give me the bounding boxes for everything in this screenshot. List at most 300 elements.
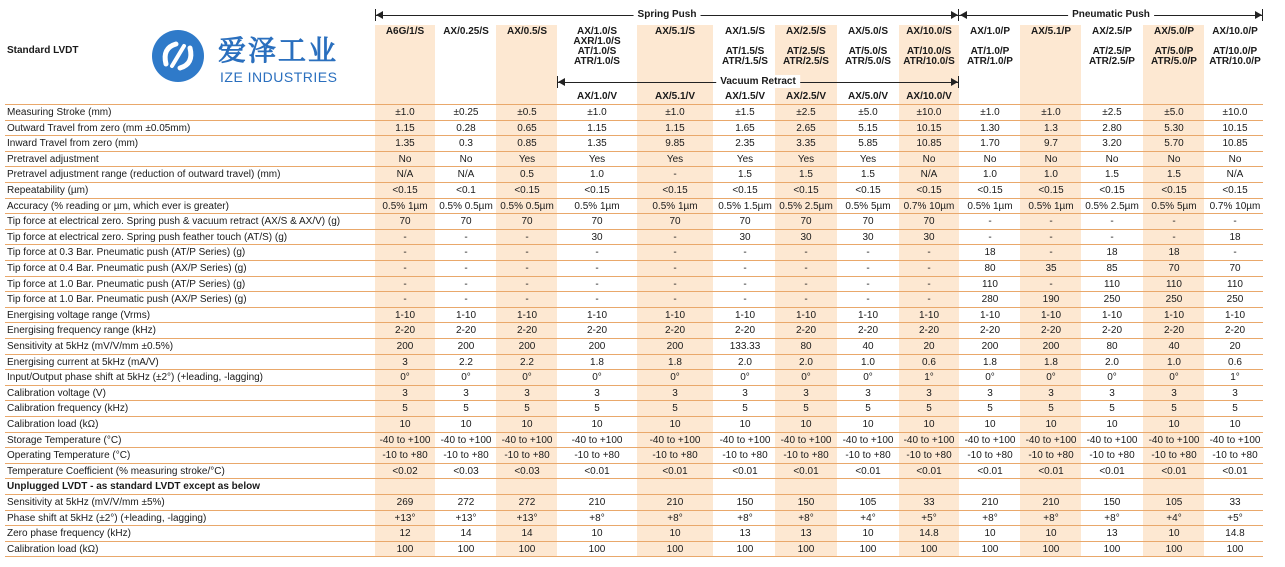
table-cell: +8° — [667, 512, 683, 524]
column-header-8 — [837, 27, 899, 67]
column-header-line: AT/2.5/P — [1092, 46, 1132, 57]
table-cell: ±5.0 — [1164, 107, 1184, 118]
table-cell: 1-10 — [586, 309, 607, 321]
vacuum-column-header: AX/5.0/V — [847, 91, 889, 102]
table-cell: +13° — [394, 512, 416, 524]
table-cell: 210 — [588, 497, 606, 508]
table-cell: 18 — [984, 247, 996, 259]
table-cell: 14.8 — [919, 528, 939, 540]
table-cell: <0.15 — [732, 185, 758, 196]
table-cell: 2-20 — [586, 325, 607, 337]
table-cell: 0° — [863, 372, 873, 384]
table-cell: 2.0 — [1105, 356, 1119, 368]
table-cell: - — [673, 231, 677, 243]
table-cell: - — [866, 247, 870, 259]
table-cell: Yes — [736, 153, 754, 165]
table-cell: 0.65 — [517, 122, 537, 134]
table-cell: 3 — [865, 387, 871, 399]
table-cell: <0.01 — [855, 465, 881, 477]
table-cell: 100 — [1226, 543, 1244, 555]
table-cell: -10 to +80 — [967, 450, 1013, 462]
table-cell: 105 — [1165, 497, 1183, 508]
table-cell: 1-10 — [1040, 309, 1061, 321]
column-header-line: A6G/1/S — [385, 26, 425, 37]
table-cell: <0.01 — [1161, 465, 1187, 477]
table-cell: -40 to +100 — [903, 434, 955, 446]
table-cell: 0° — [1107, 372, 1117, 384]
table-cell: -10 to +80 — [722, 450, 768, 462]
table-cell: 0.5% 0.5µm — [439, 200, 493, 212]
table-cell: -40 to +100 — [501, 434, 553, 446]
table-cell: - — [464, 247, 468, 259]
table-cell: - — [525, 247, 529, 259]
table-cell: 210 — [666, 497, 684, 508]
table-cell: +5° — [1227, 512, 1243, 524]
table-cell: 3 — [1232, 387, 1238, 399]
table-row — [5, 432, 1263, 449]
vacuum-retract-label: Vacuum Retract — [716, 75, 800, 88]
table-cell: 3 — [524, 387, 530, 399]
table-cell: <0.01 — [584, 465, 610, 477]
table-row — [5, 166, 1263, 183]
table-cell: 0.6 — [1228, 356, 1242, 368]
table-cell: +8° — [589, 512, 605, 524]
table-cell: - — [525, 278, 529, 290]
table-cell: 2-20 — [918, 325, 939, 337]
table-row — [5, 291, 1263, 308]
table-cell: 3 — [402, 356, 408, 368]
table-cell: 1.0 — [590, 169, 604, 181]
row-label: Measuring Stroke (mm) — [7, 107, 112, 118]
table-cell: - — [595, 278, 599, 290]
table-cell: 1-10 — [516, 309, 537, 321]
table-cell: -40 to +100 — [1025, 434, 1077, 446]
row-label: Calibration load (kΩ) — [7, 543, 99, 555]
table-cell: - — [927, 247, 931, 259]
table-cell: ±0.5 — [517, 107, 537, 118]
table-cell: <0.02 — [392, 465, 418, 477]
table-cell: - — [1172, 231, 1176, 243]
table-cell: 14 — [521, 528, 533, 540]
table-cell: - — [1049, 278, 1053, 290]
table-cell: <0.01 — [1222, 465, 1248, 477]
table-row — [5, 400, 1263, 417]
row-label: Sensitivity at 5kHz (mV/V/mm ±0.5%) — [7, 341, 174, 352]
ize-logo — [152, 27, 342, 87]
table-cell: 1-10 — [795, 309, 816, 321]
table-cell: 70 — [460, 216, 472, 228]
table-cell: - — [1110, 216, 1114, 228]
row-label: Tip force at electrical zero. Spring push & vacuum retract (AX/S & AX/V) (g) — [7, 216, 341, 228]
column-header-line: AT/10.0/S — [906, 46, 952, 57]
table-cell: - — [988, 216, 992, 228]
table-cell: ±1.5 — [735, 107, 755, 118]
row-label: Energising voltage range (Vrms) — [7, 309, 151, 321]
table-cell: 100 — [736, 543, 754, 555]
table-cell: 110 — [1166, 278, 1182, 290]
table-cell: 1.5 — [1105, 169, 1119, 181]
table-cell: 210 — [981, 497, 999, 508]
row-label: Pretravel adjustment range (reduction of outward travel) (mm) — [7, 169, 281, 181]
table-cell: - — [927, 263, 931, 274]
table-cell: 250 — [1103, 294, 1121, 306]
table-row — [5, 229, 1263, 246]
table-cell: 0.85 — [517, 138, 537, 150]
row-label: Calibration voltage (V) — [7, 387, 106, 399]
table-cell: 40 — [1168, 341, 1180, 352]
table-cell: 110 — [982, 278, 998, 290]
table-cell: 14.8 — [1225, 528, 1245, 540]
table-cell: -10 to +80 — [652, 450, 698, 462]
table-cell: - — [1049, 247, 1053, 259]
table-cell: +8° — [982, 512, 998, 524]
table-cell: 35 — [1045, 263, 1057, 274]
table-cell: 3 — [1048, 387, 1054, 399]
row-label: Repeatability (µm) — [7, 185, 89, 196]
column-header-5 — [637, 27, 713, 37]
table-cell: No — [1167, 153, 1181, 165]
table-cell: -40 to +100 — [1148, 434, 1200, 446]
table-cell: 18 — [1168, 247, 1180, 259]
table-row — [5, 104, 1263, 121]
column-header-line: AT/1.0/S — [577, 46, 617, 57]
table-cell: <0.03 — [453, 465, 479, 477]
table-cell: 3 — [803, 387, 809, 399]
table-cell: 5 — [672, 403, 678, 415]
column-header-line: AX/2.5/S — [785, 26, 827, 37]
table-cell: 100 — [1103, 543, 1121, 555]
column-header-line: AX/1.0/P — [969, 26, 1011, 37]
table-cell: 150 — [1103, 497, 1121, 508]
table-cell: 0.5% 2.5µm — [1085, 200, 1139, 212]
table-cell: 2-20 — [664, 325, 685, 337]
row-label: Tip force at 1.0 Bar. Pneumatic push (AX/P Series) (g) — [7, 294, 247, 306]
table-row — [5, 213, 1263, 230]
column-header-line: AX/5.0/S — [847, 26, 889, 37]
table-cell: -40 to +100 — [571, 434, 623, 446]
table-cell: -10 to +80 — [783, 450, 829, 462]
table-cell: 0.7% 10µm — [1209, 200, 1261, 212]
table-cell: 10 — [1229, 419, 1241, 430]
row-label: Tip force at electrical zero. Spring push feather touch (AT/S) (g) — [7, 231, 288, 243]
table-cell: -10 to +80 — [504, 450, 550, 462]
table-cell: 5.70 — [1164, 138, 1184, 150]
table-cell: <0.15 — [514, 185, 540, 196]
table-cell: 10 — [460, 419, 472, 430]
table-cell: -10 to +80 — [1089, 450, 1135, 462]
table-cell: 0° — [1169, 372, 1179, 384]
table-row — [5, 369, 1263, 386]
row-label: Phase shift at 5kHz (±2°) (+leading, -lagging) — [7, 512, 207, 524]
table-cell: - — [866, 278, 870, 290]
table-cell: 70 — [1168, 263, 1180, 274]
table-cell: No — [1228, 153, 1242, 165]
table-cell: <0.15 — [1161, 185, 1187, 196]
table-cell: 5 — [1232, 403, 1238, 415]
table-cell: 0° — [522, 372, 532, 384]
column-header-line: ATR/5.0/P — [1151, 56, 1197, 67]
table-cell: 0.7% 10µm — [903, 200, 955, 212]
table-cell: 2.35 — [735, 138, 755, 150]
vacuum-column-header: AX/1.5/V — [724, 91, 766, 102]
table-cell: 10 — [984, 528, 996, 540]
table-cell: 3 — [1171, 387, 1177, 399]
table-cell: 3 — [987, 387, 993, 399]
table-cell: 5 — [402, 403, 408, 415]
table-cell: -40 to +100 — [842, 434, 894, 446]
table-cell: 2-20 — [455, 325, 476, 337]
table-cell: -40 to +100 — [780, 434, 832, 446]
column-header-4 — [558, 27, 637, 67]
table-cell: <0.15 — [662, 185, 688, 196]
table-cell: 200 — [1042, 341, 1060, 352]
table-cell: -40 to +100 — [379, 434, 431, 446]
table-cell: 0° — [801, 372, 811, 384]
table-cell: 105 — [859, 497, 877, 508]
table-cell: 18 — [1106, 247, 1118, 259]
column-header-2 — [436, 27, 497, 37]
table-cell: - — [673, 294, 677, 306]
table-cell: 70 — [739, 216, 751, 228]
column-header-line: AX/0.5/S — [506, 26, 548, 37]
table-cell: 5.30 — [1164, 122, 1184, 134]
table-cell: -40 to +100 — [440, 434, 492, 446]
table-cell: - — [673, 278, 677, 290]
table-cell: 3 — [672, 387, 678, 399]
table-cell: 5 — [987, 403, 993, 415]
table-cell: 100 — [1042, 543, 1060, 555]
row-label: Sensitivity at 5kHz (mV/V/mm ±5%) — [7, 497, 165, 508]
table-cell: - — [1110, 231, 1114, 243]
table-cell: 10.15 — [1222, 122, 1248, 134]
table-cell: 0° — [985, 372, 995, 384]
table-cell: 1.8 — [1044, 356, 1058, 368]
table-row — [5, 151, 1263, 168]
table-cell: - — [866, 294, 870, 306]
table-cell: 2-20 — [857, 325, 878, 337]
table-cell: 2.0 — [799, 356, 813, 368]
table-cell: - — [927, 294, 931, 306]
spring-push-label: Spring Push — [634, 8, 701, 21]
table-cell: <0.15 — [584, 185, 610, 196]
table-cell: N/A — [1226, 169, 1244, 181]
table-cell: 80 — [1106, 341, 1118, 352]
column-header-line: ATR/1.5/S — [722, 56, 768, 67]
table-cell: No — [398, 153, 412, 165]
table-cell: +4° — [860, 512, 876, 524]
table-cell: 10 — [923, 419, 935, 430]
table-cell: Yes — [518, 153, 536, 165]
table-cell: 3 — [1109, 387, 1115, 399]
table-cell: 33 — [1229, 497, 1241, 508]
table-cell: 200 — [981, 341, 999, 352]
table-cell: 10 — [1045, 419, 1057, 430]
table-cell: 110 — [1104, 278, 1120, 290]
table-cell: 200 — [457, 341, 475, 352]
table-cell: 85 — [1106, 263, 1118, 274]
column-header-line: AT/5.0/P — [1154, 46, 1194, 57]
row-label: Energising frequency range (kHz) — [7, 325, 156, 337]
logo-chinese-text: 爱泽工业 — [218, 34, 339, 67]
table-row — [5, 260, 1263, 277]
table-cell: - — [804, 294, 808, 306]
table-cell: +13° — [455, 512, 477, 524]
column-header-12 — [1081, 27, 1143, 67]
table-cell: <0.15 — [392, 185, 418, 196]
table-cell: Yes — [859, 153, 877, 165]
table-cell: 3 — [742, 387, 748, 399]
row-label: Unplugged LVDT - as standard LVDT except as below — [7, 481, 260, 493]
table-cell: - — [403, 294, 407, 306]
table-cell: 0.5 — [520, 169, 534, 181]
table-bottom-rule — [5, 556, 1263, 557]
column-header-line: ATR/1.0/P — [967, 56, 1013, 67]
table-cell: 14 — [460, 528, 472, 540]
table-cell: 70 — [669, 216, 681, 228]
table-cell: - — [1233, 247, 1237, 259]
table-cell: 0° — [670, 372, 680, 384]
table-cell: 0° — [592, 372, 602, 384]
column-header-line: ATR/10.0/P — [1209, 56, 1261, 67]
table-cell: 272 — [457, 497, 475, 508]
table-cell: 200 — [588, 341, 606, 352]
table-cell: - — [1049, 216, 1053, 228]
table-cell: 10 — [800, 419, 812, 430]
table-row — [5, 510, 1263, 527]
table-cell: -10 to +80 — [845, 450, 891, 462]
row-label: Inward Travel from zero (mm) — [7, 138, 139, 150]
table-cell: 70 — [923, 216, 935, 228]
table-cell: 110 — [1227, 278, 1243, 290]
table-cell: No — [1044, 153, 1058, 165]
table-cell: - — [866, 263, 870, 274]
table-cell: 13 — [800, 528, 812, 540]
table-row — [5, 463, 1263, 480]
table-cell: +4° — [1166, 512, 1182, 524]
table-cell: 10 — [1168, 528, 1180, 540]
table-cell: 100 — [981, 543, 999, 555]
table-cell: - — [464, 231, 468, 243]
table-row — [5, 307, 1263, 324]
table-cell: -10 to +80 — [1212, 450, 1258, 462]
table-cell: <0.15 — [1038, 185, 1064, 196]
table-cell: - — [988, 231, 992, 243]
table-cell: 1.70 — [980, 138, 1000, 150]
table-row — [5, 120, 1263, 137]
table-cell: -40 to +100 — [649, 434, 701, 446]
table-cell: -10 to +80 — [443, 450, 489, 462]
table-cell: <0.01 — [977, 465, 1003, 477]
table-cell: 70 — [521, 216, 533, 228]
table-cell: ±1.0 — [665, 107, 685, 118]
table-cell: 10 — [1168, 419, 1180, 430]
table-cell: 1-10 — [1101, 309, 1122, 321]
table-cell: 200 — [396, 341, 414, 352]
table-cell: 70 — [800, 216, 812, 228]
table-row — [5, 525, 1263, 542]
column-header-line: ATR/2.5/P — [1089, 56, 1135, 67]
table-row — [5, 416, 1263, 433]
table-cell: - — [743, 247, 747, 259]
table-cell: 10.85 — [916, 138, 942, 150]
table-cell: -10 to +80 — [382, 450, 428, 462]
row-label: Calibration frequency (kHz) — [7, 403, 129, 415]
table-cell: -40 to +100 — [1209, 434, 1261, 446]
table-row — [5, 478, 1263, 495]
table-cell: 1.8 — [983, 356, 997, 368]
table-cell: 0.5% 5µm — [1151, 200, 1197, 212]
table-cell: No — [1105, 153, 1119, 165]
table-cell: <0.01 — [1099, 465, 1125, 477]
table-cell: 0.5% 1µm — [967, 200, 1013, 212]
table-cell: 210 — [1042, 497, 1060, 508]
table-cell: +8° — [1104, 512, 1120, 524]
table-cell: - — [403, 278, 407, 290]
column-header-line: ATR/1.0/S — [574, 56, 620, 67]
table-cell: 10 — [591, 528, 603, 540]
table-cell: 100 — [1165, 543, 1183, 555]
table-cell: 0.5% 0.5µm — [500, 200, 554, 212]
table-cell: 5 — [865, 403, 871, 415]
column-header-line: AX/5.1/P — [1030, 26, 1072, 37]
table-cell: ±10.0 — [916, 107, 942, 118]
table-cell: - — [464, 278, 468, 290]
table-cell: 1.15 — [587, 122, 607, 134]
table-cell: - — [595, 247, 599, 259]
table-cell: 100 — [797, 543, 815, 555]
table-cell: No — [459, 153, 473, 165]
table-cell: 3 — [402, 387, 408, 399]
pneumatic-push-label: Pneumatic Push — [1068, 8, 1154, 21]
table-cell: 1.0 — [1044, 169, 1058, 181]
table-cell: - — [1172, 216, 1176, 228]
table-cell: 3 — [463, 387, 469, 399]
table-cell: 1.5 — [1167, 169, 1181, 181]
column-header-line: ATR/5.0/S — [845, 56, 891, 67]
column-header-7 — [775, 27, 837, 67]
logo-mark-icon — [152, 30, 204, 82]
column-header-line: AX/5.1/S — [654, 26, 696, 37]
row-label: Temperature Coefficient (% measuring stroke/°C) — [7, 465, 225, 477]
table-cell: 1.3 — [1044, 122, 1058, 134]
table-cell: 10 — [739, 419, 751, 430]
table-cell: - — [1233, 216, 1237, 228]
table-cell: - — [743, 294, 747, 306]
table-cell: 0° — [400, 372, 410, 384]
table-cell: 250 — [1165, 294, 1183, 306]
table-cell: - — [804, 247, 808, 259]
table-cell: - — [464, 294, 468, 306]
table-cell: N/A — [920, 169, 938, 181]
vacuum-retract-bracket — [557, 76, 959, 88]
table-cell: 2-20 — [394, 325, 415, 337]
table-cell: -40 to +100 — [964, 434, 1016, 446]
table-cell: - — [525, 294, 529, 306]
table-cell: 80 — [800, 341, 812, 352]
table-row — [5, 338, 1263, 355]
table-cell: 1-10 — [1163, 309, 1184, 321]
table-cell: +8° — [1043, 512, 1059, 524]
table-cell: <0.15 — [1099, 185, 1125, 196]
table-cell: 0° — [461, 372, 471, 384]
column-header-line: AX/10.0/S — [906, 26, 952, 37]
column-header-13 — [1144, 27, 1205, 67]
table-cell: 1.15 — [665, 122, 685, 134]
row-label: Pretravel adjustment — [7, 153, 99, 165]
table-cell: 2-20 — [734, 325, 755, 337]
table-cell: 30 — [923, 231, 935, 243]
table-cell: 10 — [591, 419, 603, 430]
